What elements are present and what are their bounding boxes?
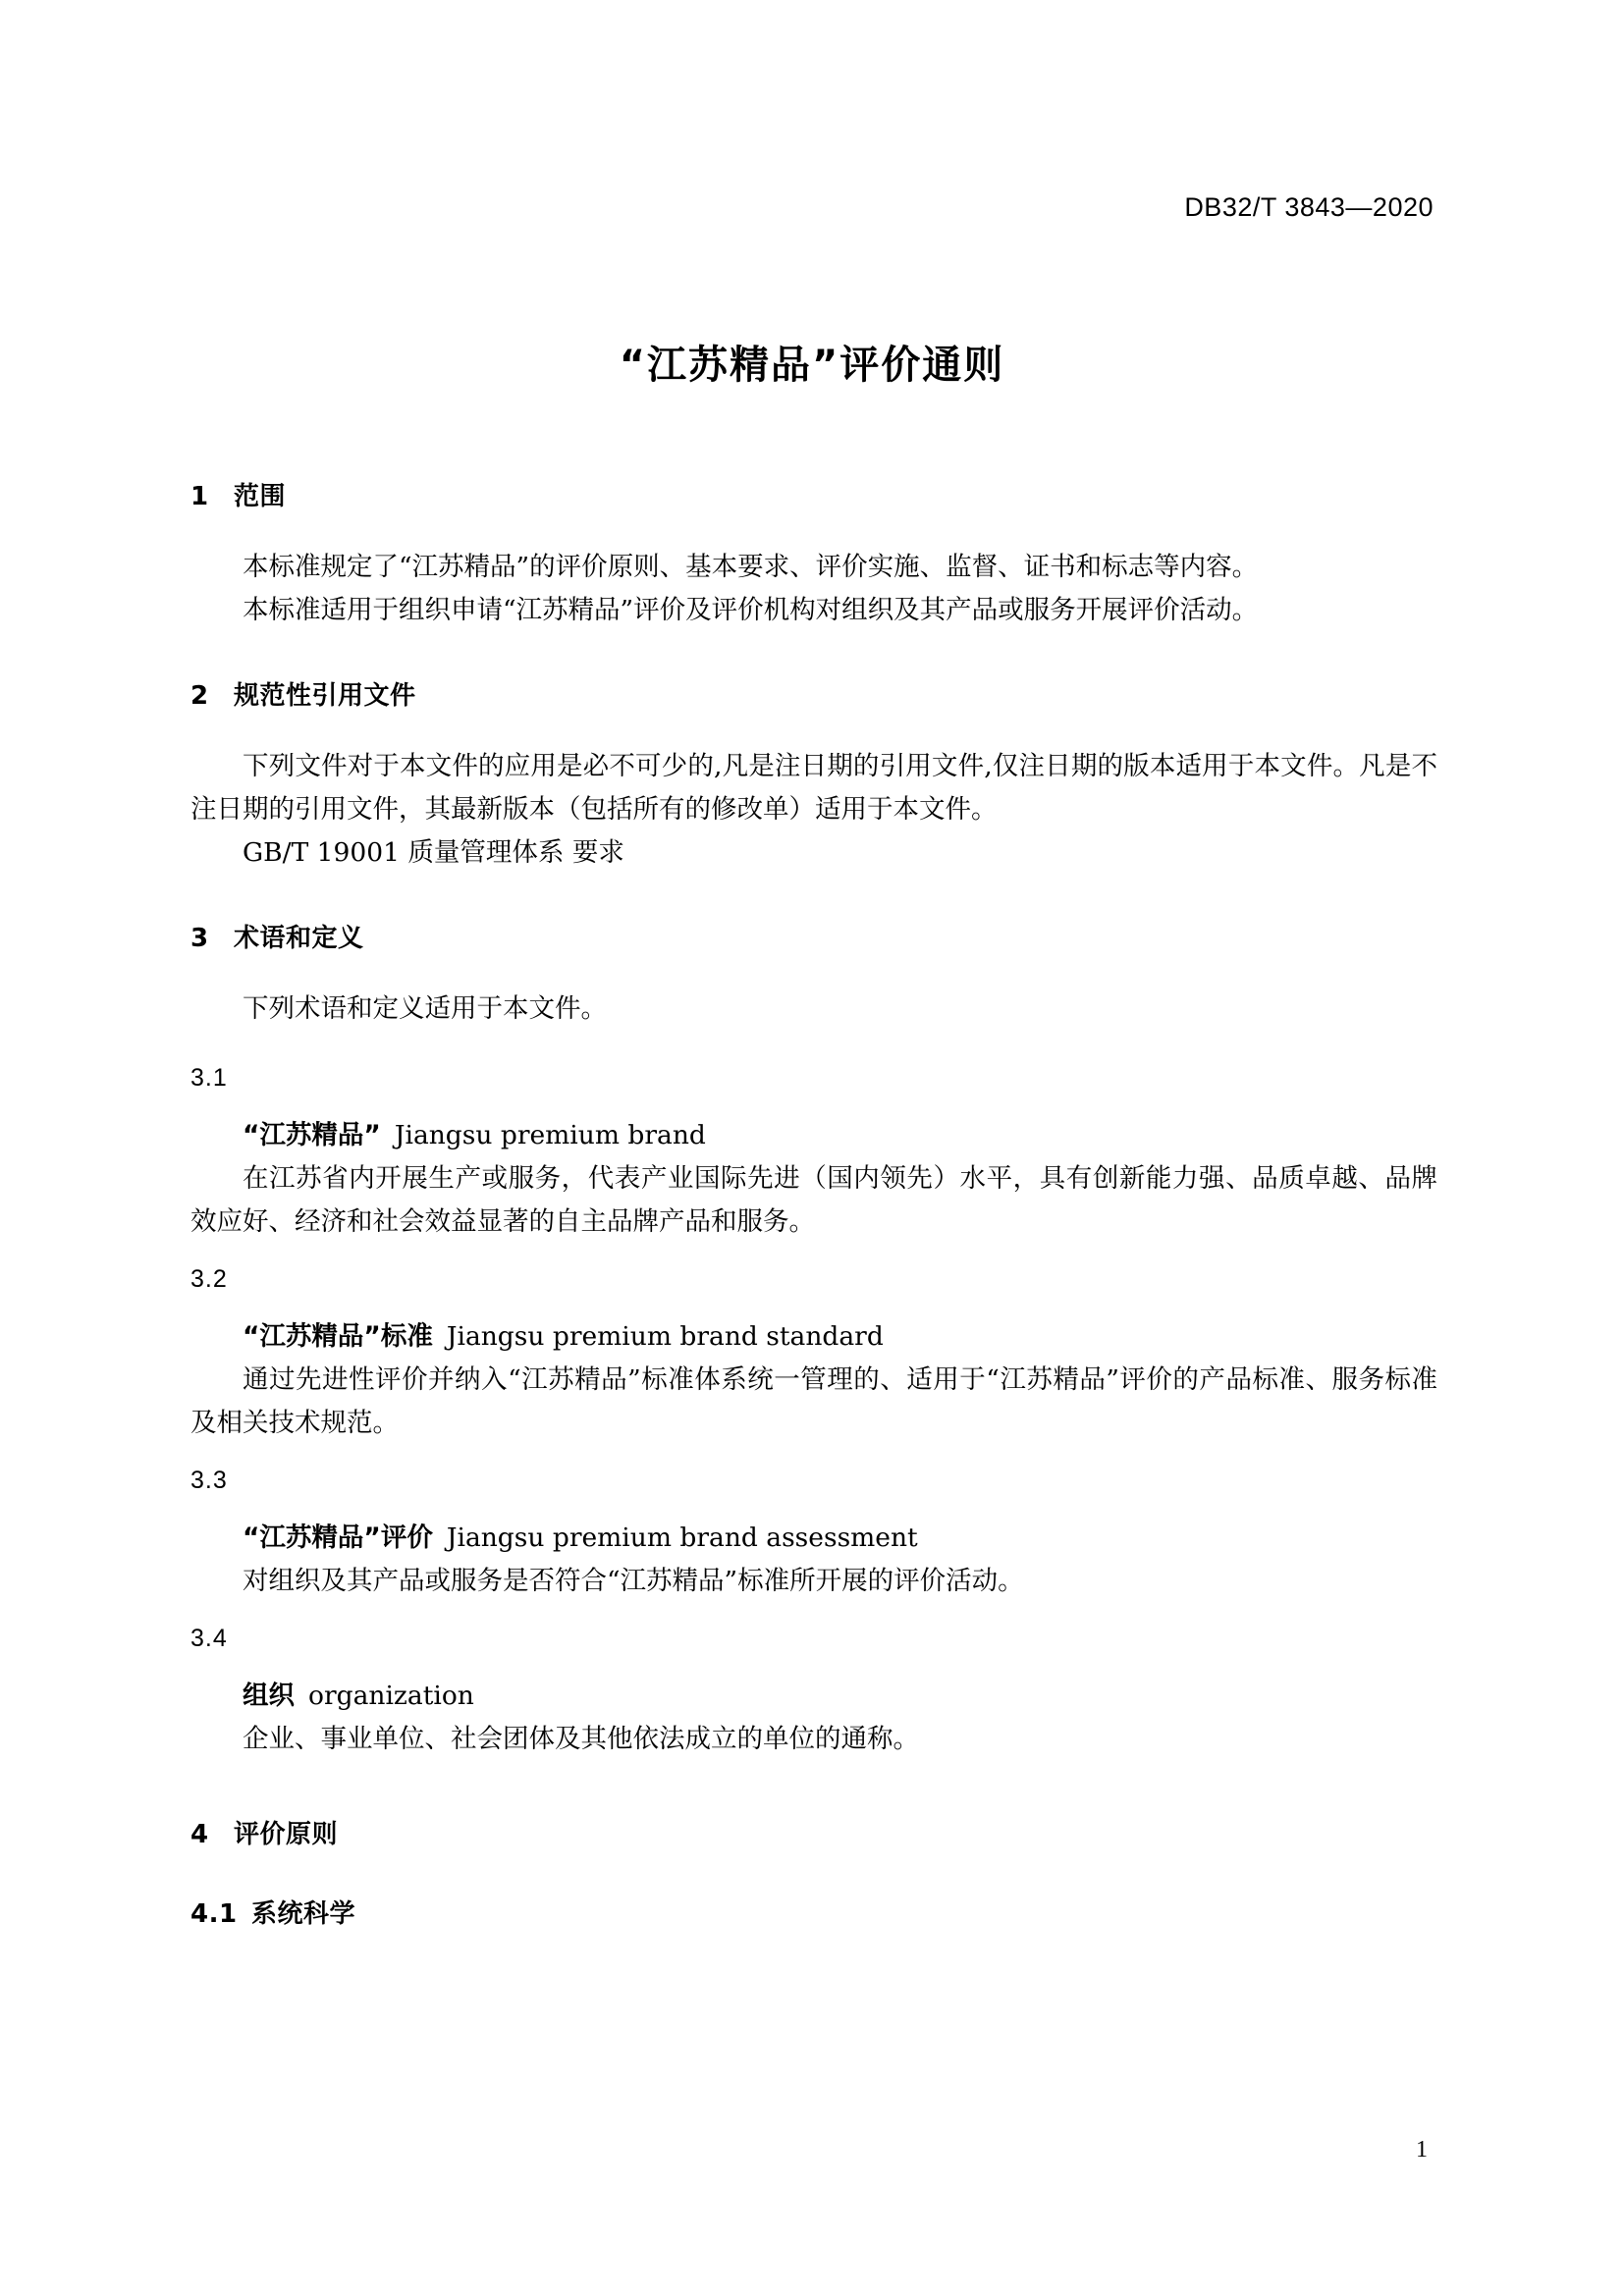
page-number: 1 xyxy=(1416,2137,1428,2163)
term-3-4-definition: 企业、事业单位、社会团体及其他依法成立的单位的通称。 xyxy=(243,1724,919,1754)
clause-4-title: 评价原则 xyxy=(234,1820,339,1849)
clause-2-number: 2 xyxy=(190,681,209,711)
standard-number-header: DB32/T 3843—2020 xyxy=(1184,192,1434,222)
clause-1-number: 1 xyxy=(190,482,209,511)
term-3-3 xyxy=(190,1517,1437,1560)
document-body xyxy=(190,476,1437,1930)
clause-3-4-number: 3.4 xyxy=(190,1625,228,1652)
term-3-4 xyxy=(190,1675,1437,1718)
clause-4-heading xyxy=(190,1814,1437,1850)
term-3-1-en: Jiangsu premium brand xyxy=(394,1120,706,1150)
clause-4-1-number: 4.1 xyxy=(190,1899,238,1929)
clause-3-heading xyxy=(190,918,1437,954)
clause-2-title: 规范性引用文件 xyxy=(234,681,416,711)
clause-1-title: 范围 xyxy=(234,482,287,511)
clause-4-1-heading xyxy=(190,1894,1437,1930)
term-3-2-definition: 通过先进性评价并纳入“江苏精品”标准体系统一管理的、适用于“江苏精品”评价的产品标准、服务标准及相关技术规范。 xyxy=(190,1364,1437,1438)
term-3-3-definition: 对组织及其产品或服务是否符合“江苏精品”标准所开展的评价活动。 xyxy=(243,1566,1024,1596)
clause-1-heading xyxy=(190,476,1437,512)
clause-4-number: 4 xyxy=(190,1820,209,1849)
term-3-3-cn: “江苏精品”评价 xyxy=(243,1522,433,1553)
page-title: “江苏精品”评价通则 xyxy=(619,343,1005,388)
term-3-3-en: Jiangsu premium brand assessment xyxy=(446,1522,918,1553)
term-3-2-cn: “江苏精品”标准 xyxy=(243,1321,433,1352)
clause-3-2-number: 3.2 xyxy=(190,1265,228,1293)
term-3-4-en: organization xyxy=(308,1681,474,1711)
clause-3-paragraph-1: 下列术语和定义适用于本文件。 xyxy=(243,993,607,1024)
term-3-1 xyxy=(190,1114,1437,1157)
term-3-1-definition: 在江苏省内开展生产或服务，代表产业国际先进（国内领先）水平，具有创新能力强、品质卓越、品牌效应好、经济和社会效益显著的自主品牌产品和服务。 xyxy=(190,1163,1437,1237)
clause-2-heading xyxy=(190,675,1437,712)
clause-2-paragraph-1: 下列文件对于本文件的应用是必不可少的,凡是注日期的引用文件,仅注日期的版本适用于本文件。凡是不注日期的引用文件，其最新版本（包括所有的修改单）适用于本文件。 xyxy=(190,751,1437,825)
clause-3-title: 术语和定义 xyxy=(234,924,364,953)
term-3-2 xyxy=(190,1315,1437,1359)
clause-3-3-number: 3.3 xyxy=(190,1467,228,1494)
clause-3-number: 3 xyxy=(190,924,209,953)
clause-4-1-title: 系统科学 xyxy=(251,1899,356,1929)
term-3-4-cn: 组织 xyxy=(243,1681,295,1711)
clause-3-1-number: 3.1 xyxy=(190,1064,228,1092)
clause-1-paragraph-2: 本标准适用于组织申请“江苏精品”评价及评价机构对组织及其产品或服务开展评价活动。 xyxy=(243,595,1259,625)
term-3-1-cn: “江苏精品” xyxy=(243,1120,381,1150)
term-3-2-en: Jiangsu premium brand standard xyxy=(446,1321,884,1352)
clause-2-reference-1: GB/T 19001 质量管理体系 要求 xyxy=(243,837,624,868)
clause-1-paragraph-1: 本标准规定了“江苏精品”的评价原则、基本要求、评价实施、监督、证书和标志等内容。 xyxy=(243,552,1259,582)
